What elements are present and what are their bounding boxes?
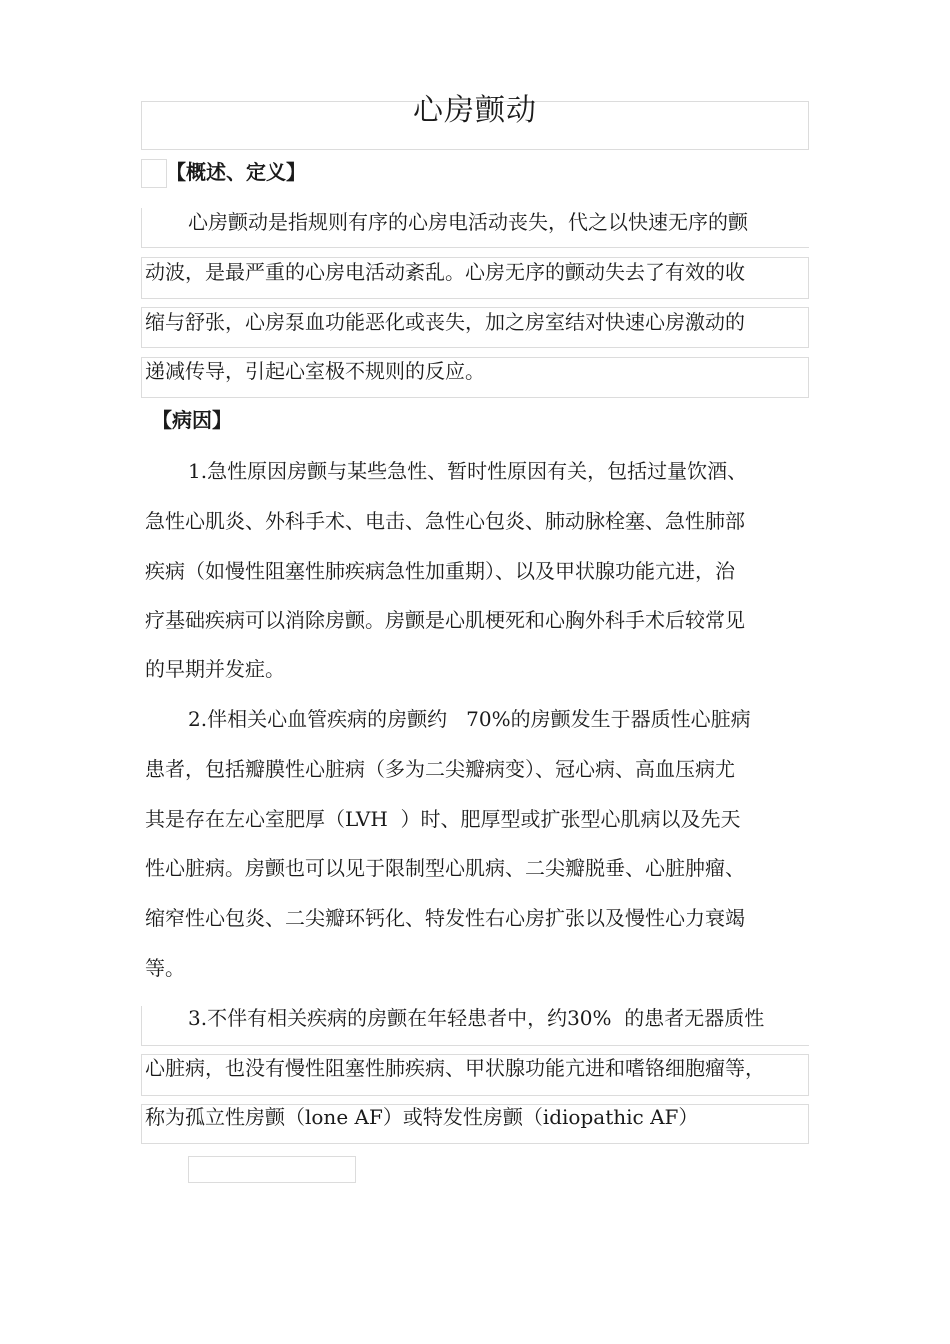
etiology-p1-line: 急性心肌炎、外科手术、电击、急性心包炎、肺动脉栓塞、急性肺部 xyxy=(145,509,745,533)
etiology-p2-line: 其是存在左心室肥厚（LVH ）时、肥厚型或扩张型心肌病以及先天 xyxy=(145,807,741,831)
definition-line: 动波，是最严重的心房电活动紊乱。心房无序的颤动失去了有效的收 xyxy=(145,260,745,284)
footer-box xyxy=(188,1156,356,1183)
etiology-p1-line: 1.急性原因房颤与某些急性、暂时性原因有关，包括过量饮酒、 xyxy=(188,459,748,483)
etiology-heading: 【病因】 xyxy=(152,408,232,432)
etiology-p3-line: 心脏病，也没有慢性阻塞性肺疾病、甲状腺功能亢进和嗜铬细胞瘤等， xyxy=(145,1056,765,1080)
definition-heading: 【概述、定义】 xyxy=(166,160,306,184)
definition-line: 心房颤动是指规则有序的心房电活动丧失，代之以快速无序的颤 xyxy=(188,210,748,234)
etiology-p1-line: 疾病（如慢性阻塞性肺疾病急性加重期）、以及甲状腺功能亢进，治 xyxy=(145,559,735,583)
definition-line: 缩与舒张，心房泵血功能恶化或丧失，加之房室结对快速心房激动的 xyxy=(145,310,745,334)
etiology-p2-line: 等。 xyxy=(145,956,185,980)
heading-marker-box xyxy=(141,159,167,188)
etiology-p1-line: 的早期并发症。 xyxy=(145,657,285,681)
etiology-p2-line: 性心脏病。房颤也可以见于限制型心肌病、二尖瓣脱垂、心脏肿瘤、 xyxy=(145,856,745,880)
etiology-p2-line: 缩窄性心包炎、二尖瓣环钙化、特发性右心房扩张以及慢性心力衰竭 xyxy=(145,906,745,930)
etiology-p3-line: 称为孤立性房颤（lone AF）或特发性房颤（idiopathic AF） xyxy=(145,1105,699,1129)
page-title: 心房颤动 xyxy=(413,93,537,128)
definition-line: 递减传导，引起心室极不规则的反应。 xyxy=(145,359,485,383)
etiology-p2-line: 2.伴相关心血管疾病的房颤约 70%的房颤发生于器质性心脏病 xyxy=(188,707,751,731)
etiology-p3-line: 3.不伴有相关疾病的房颤在年轻患者中，约30% 的患者无器质性 xyxy=(188,1006,765,1030)
etiology-p2-line: 患者，包括瓣膜性心脏病（多为二尖瓣病变）、冠心病、高血压病尤 xyxy=(145,757,735,781)
etiology-p1-line: 疗基础疾病可以消除房颤。房颤是心肌梗死和心胸外科手术后较常见 xyxy=(145,608,745,632)
